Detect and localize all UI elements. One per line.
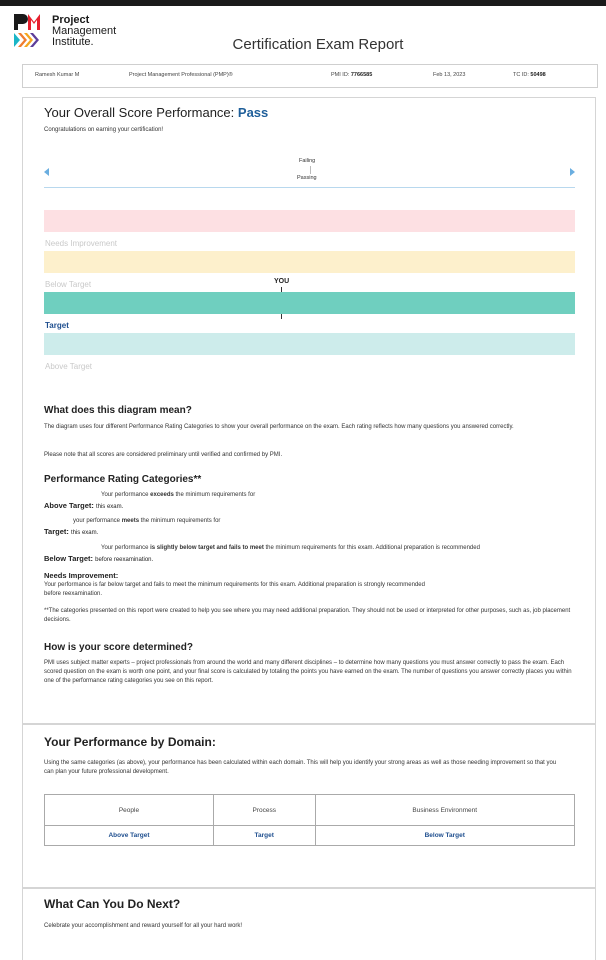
logo-line-3: Institute. <box>52 36 94 48</box>
above-def-label-text: Above Target: <box>44 501 94 510</box>
congrats-text: Congratulations on earning your certification! <box>44 127 164 133</box>
diagram-meaning-para1: The diagram uses four different Performance Rating Categories to show your overall performance on the exam. Each rating reflects how many questions you answered correctly. <box>44 424 514 430</box>
needs-improvement-bar <box>44 210 575 232</box>
above-target-bar <box>44 333 575 355</box>
domain-table-rating-row <box>45 826 575 846</box>
above-target-label: Above Target <box>45 362 92 371</box>
logo-line-1: Project <box>52 14 90 26</box>
domain-process-header: Process <box>213 795 315 826</box>
rating-categories-heading: Performance Rating Categories** <box>44 474 202 485</box>
scale-right-arrow-icon <box>570 168 575 176</box>
domain-business-header: Business Environment <box>315 795 575 826</box>
failing-label: Failing <box>299 158 316 164</box>
overall-score-heading <box>44 105 268 120</box>
you-marker-tick-bottom <box>281 314 282 319</box>
target-def-strong: meets <box>121 518 140 524</box>
target-def-pre: your performance <box>73 518 122 524</box>
categories-footnote: **The categories presented on this report were created to help you see where you may need additional preparation. They should not be used or interpreted for other purposes, such as, job placement decisions. <box>44 608 571 623</box>
below-def-pre: Your performance <box>101 545 151 551</box>
below-target-definition <box>101 545 480 551</box>
candidate-name: Ramesh Kumar M <box>35 72 80 78</box>
certification-name: Project Management Professional (PMP)® <box>129 72 233 78</box>
needs-improvement-label: Needs Improvement <box>45 239 118 248</box>
target-label: Target <box>45 321 69 330</box>
logo-line-2: Management <box>52 25 117 37</box>
report-title: Certification Exam Report <box>232 36 404 53</box>
pass-result: Pass <box>237 105 269 120</box>
pmi-id-value: 7766585 <box>350 72 373 78</box>
diagram-meaning-para2: Please note that all scores are considered preliminary until verified and confirmed by PMI. <box>44 452 283 458</box>
target-def-label <box>44 527 98 536</box>
above-def-post: the minimum requirements for <box>173 492 256 498</box>
you-marker-label: YOU <box>274 278 290 285</box>
domain-table <box>44 794 575 846</box>
above-target-definition <box>101 492 255 498</box>
candidate-info-bar <box>22 64 598 88</box>
domain-para: Using the same categories (as above), your performance has been calculated within each domain. This will help you identify your strong areas as well as those needing improvement so that you can plan your future professional development. <box>44 760 557 775</box>
below-target-bar <box>44 251 575 273</box>
tc-id <box>513 72 546 78</box>
tc-id-value: 50498 <box>530 72 546 78</box>
below-def-strong: is slightly below target and fails to meet <box>150 545 264 551</box>
pmi-id <box>331 72 372 78</box>
domain-business-rating: Below Target <box>315 826 575 846</box>
domain-table-header-row <box>45 795 575 826</box>
passing-label: Passing <box>297 175 317 181</box>
target-def-post: the minimum requirements for <box>139 518 221 524</box>
above-def-strong: exceeds <box>150 492 174 498</box>
above-def-tail: this exam. <box>95 504 124 510</box>
next-steps-heading: What Can You Do Next? <box>44 897 181 911</box>
pmi-id-label: PMI ID: <box>331 72 350 78</box>
exam-date: Feb 13, 2023 <box>433 72 466 78</box>
score-determined-heading: How is your score determined? <box>44 642 193 653</box>
overall-heading-text: Your Overall Score Performance: <box>44 105 235 120</box>
threshold-tick <box>310 166 311 174</box>
scale-left-arrow-icon <box>44 168 49 176</box>
below-target-def-label <box>44 554 153 563</box>
below-def-label-text: Below Target: <box>44 554 94 563</box>
score-determined-para: PMI uses subject matter experts – project professionals from around the world and many different disciplines – to determine how many questions you must answer correctly to pass the exam. Each scored question on the exam is worth one point, and your final score is calculated by totaling the points you have earned on the exam. The number of questions you answer correctly places you within one of the performance rating categories you see on this report. <box>44 660 572 684</box>
domain-people-header: People <box>45 795 214 826</box>
above-def-pre: Your performance <box>101 492 151 498</box>
domain-heading: Your Performance by Domain: <box>44 735 216 749</box>
next-steps-para: Celebrate your accomplishment and reward yourself for all your hard work! <box>44 923 243 929</box>
target-def-tail: this exam. <box>70 530 99 536</box>
domain-process-rating: Target <box>213 826 315 846</box>
below-def-post: the minimum requirements for this exam. Additional preparation is recommended <box>263 545 480 551</box>
needs-improvement-def-line2: before reexamination. <box>44 591 103 597</box>
below-def-tail: before reexamination. <box>95 557 154 563</box>
above-target-def-label <box>44 501 123 510</box>
diagram-meaning-heading: What does this diagram mean? <box>44 405 192 416</box>
needs-improvement-def-line1: Your performance is far below target and fails to meet the minimum requirements for this exam. Additional preparation is strongly recommended <box>44 582 425 588</box>
tc-id-label: TC ID: <box>513 72 529 78</box>
domain-people-rating: Above Target <box>45 826 214 846</box>
target-definition <box>73 518 220 524</box>
target-bar <box>44 292 575 314</box>
needs-improvement-def-label: Needs Improvement: <box>44 571 119 580</box>
top-bar <box>0 0 606 6</box>
target-def-label-text: Target: <box>44 527 69 536</box>
below-target-label: Below Target <box>45 280 92 289</box>
scale-line <box>44 187 575 188</box>
